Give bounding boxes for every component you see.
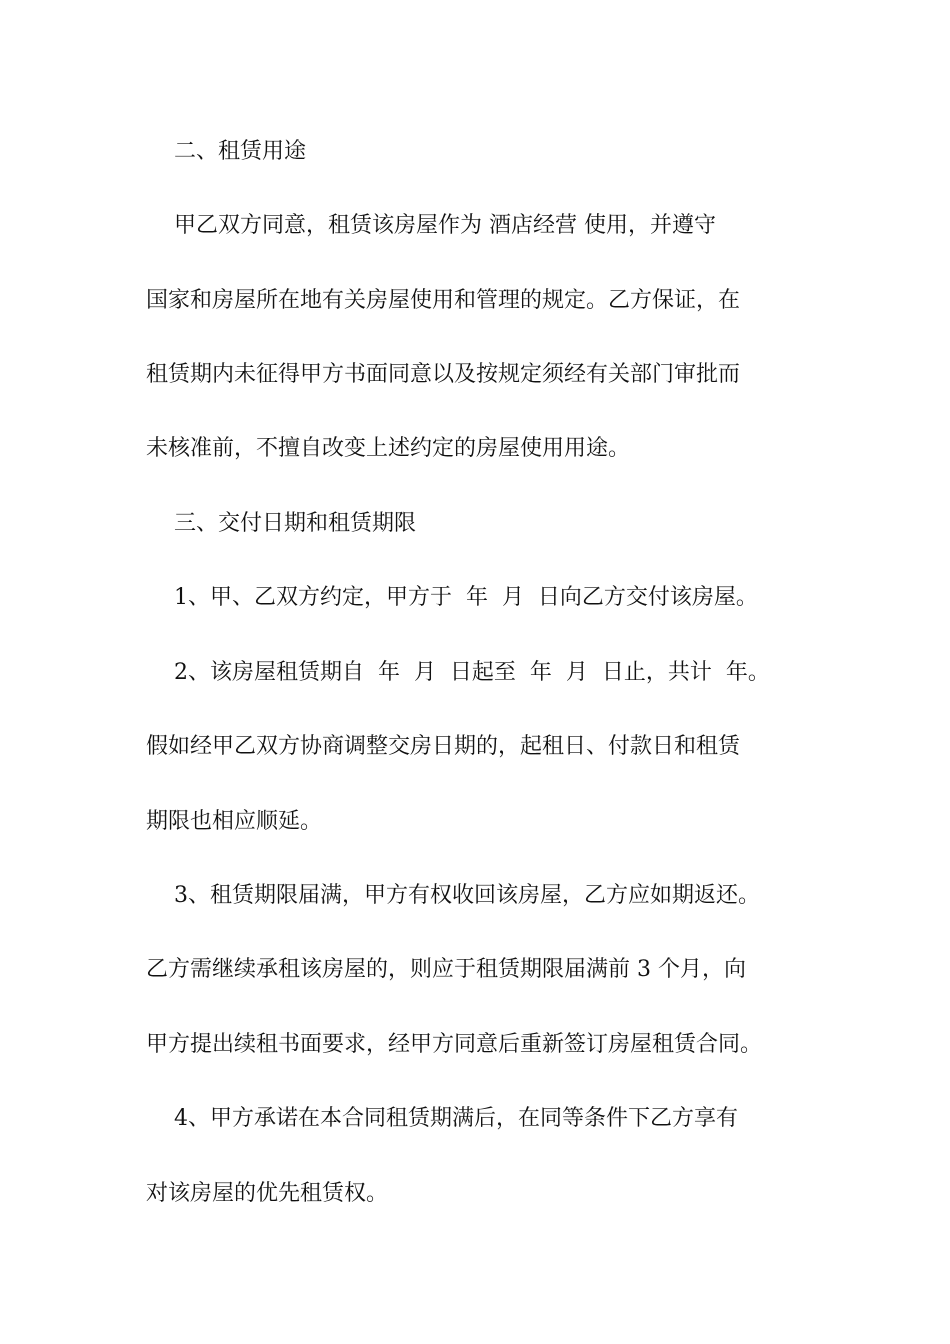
section-heading-delivery-and-term: 三、交付日期和租赁期限 xyxy=(146,511,416,536)
paragraph-line: 国家和房屋所在地有关房屋使用和管理的规定。乙方保证，在 xyxy=(146,288,741,313)
paragraph-line: 对该房屋的优先租赁权。 xyxy=(146,1181,389,1206)
paragraph-line: 4、甲方承诺在本合同租赁期满后，在同等条件下乙方享有 xyxy=(146,1106,738,1131)
paragraph-line: 未核准前，不擅自改变上述约定的房屋使用用途。 xyxy=(146,436,631,461)
paragraph-line: 期限也相应顺延。 xyxy=(146,809,323,834)
paragraph-line: 3、租赁期限届满，甲方有权收回该房屋，乙方应如期返还。 xyxy=(146,883,760,908)
paragraph-line: 2、该房屋租赁期自 年 月 日起至 年 月 日止，共计 年。 xyxy=(146,660,770,685)
section-heading-rental-purpose: 二、租赁用途 xyxy=(146,139,306,164)
paragraph-line: 甲乙双方同意，租赁该房屋作为 酒店经营 使用，并遵守 xyxy=(146,213,716,238)
paragraph-line: 乙方需继续承租该房屋的，则应于租赁期限届满前 3 个月，向 xyxy=(146,957,746,982)
paragraph-line: 租赁期内未征得甲方书面同意以及按规定须经有关部门审批而 xyxy=(146,362,741,387)
paragraph-line: 1、甲、乙双方约定，甲方于 年 月 日向乙方交付该房屋。 xyxy=(146,585,758,610)
paragraph-line: 假如经甲乙双方协商调整交房日期的，起租日、付款日和租赁 xyxy=(146,734,741,759)
paragraph-line: 甲方提出续租书面要求，经甲方同意后重新签订房屋租赁合同。 xyxy=(146,1032,763,1057)
